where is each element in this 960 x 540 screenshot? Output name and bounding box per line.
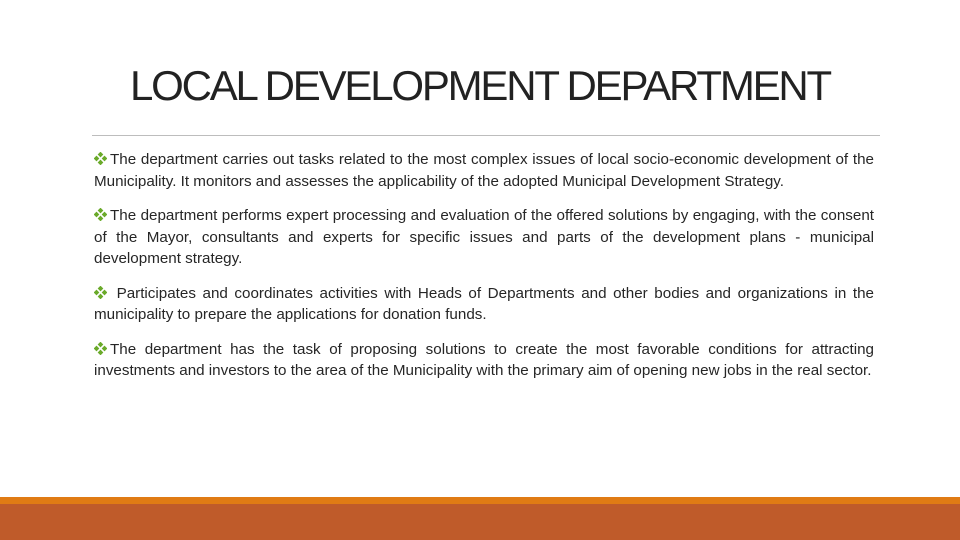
diamond-bullet-icon [94, 286, 107, 299]
slide-title: LOCAL DEVELOPMENT DEPARTMENT [129, 62, 831, 109]
diamond-bullet-icon [94, 152, 107, 165]
bullet-text: The department has the task of proposing solutions to create the most favorable conditions for attracting investments and investors to the area of the Municipality with the primary aim of opening new jobs in the real sector. [94, 340, 874, 379]
bullet-text: The department performs expert processing and evaluation of the offered solutions by engaging, with the consent of the Mayor, consultants and experts for specific issues and parts of the development plans - municipal development strategy. [94, 207, 874, 267]
bullet-text: The department carries out tasks related to the most complex issues of local socio-economic development of the Municipality. It monitors and assesses the applicability of the adopted Municipal Development Strategy. [94, 151, 874, 190]
bullet-list [88, 149, 874, 382]
title-divider [92, 135, 880, 136]
diamond-bullet-icon [94, 342, 107, 355]
footer-band [0, 504, 960, 540]
accent-stripe [0, 497, 960, 504]
bullet-text: Participates and coordinates activities with Heads of Departments and other bodies and organizations in the municipality to prepare the applications for donation funds. [94, 284, 874, 323]
bullet-item [88, 205, 874, 270]
bullet-item [88, 339, 874, 382]
bullet-item [88, 283, 874, 326]
bullet-item [88, 149, 874, 192]
diamond-bullet-icon [94, 208, 107, 221]
